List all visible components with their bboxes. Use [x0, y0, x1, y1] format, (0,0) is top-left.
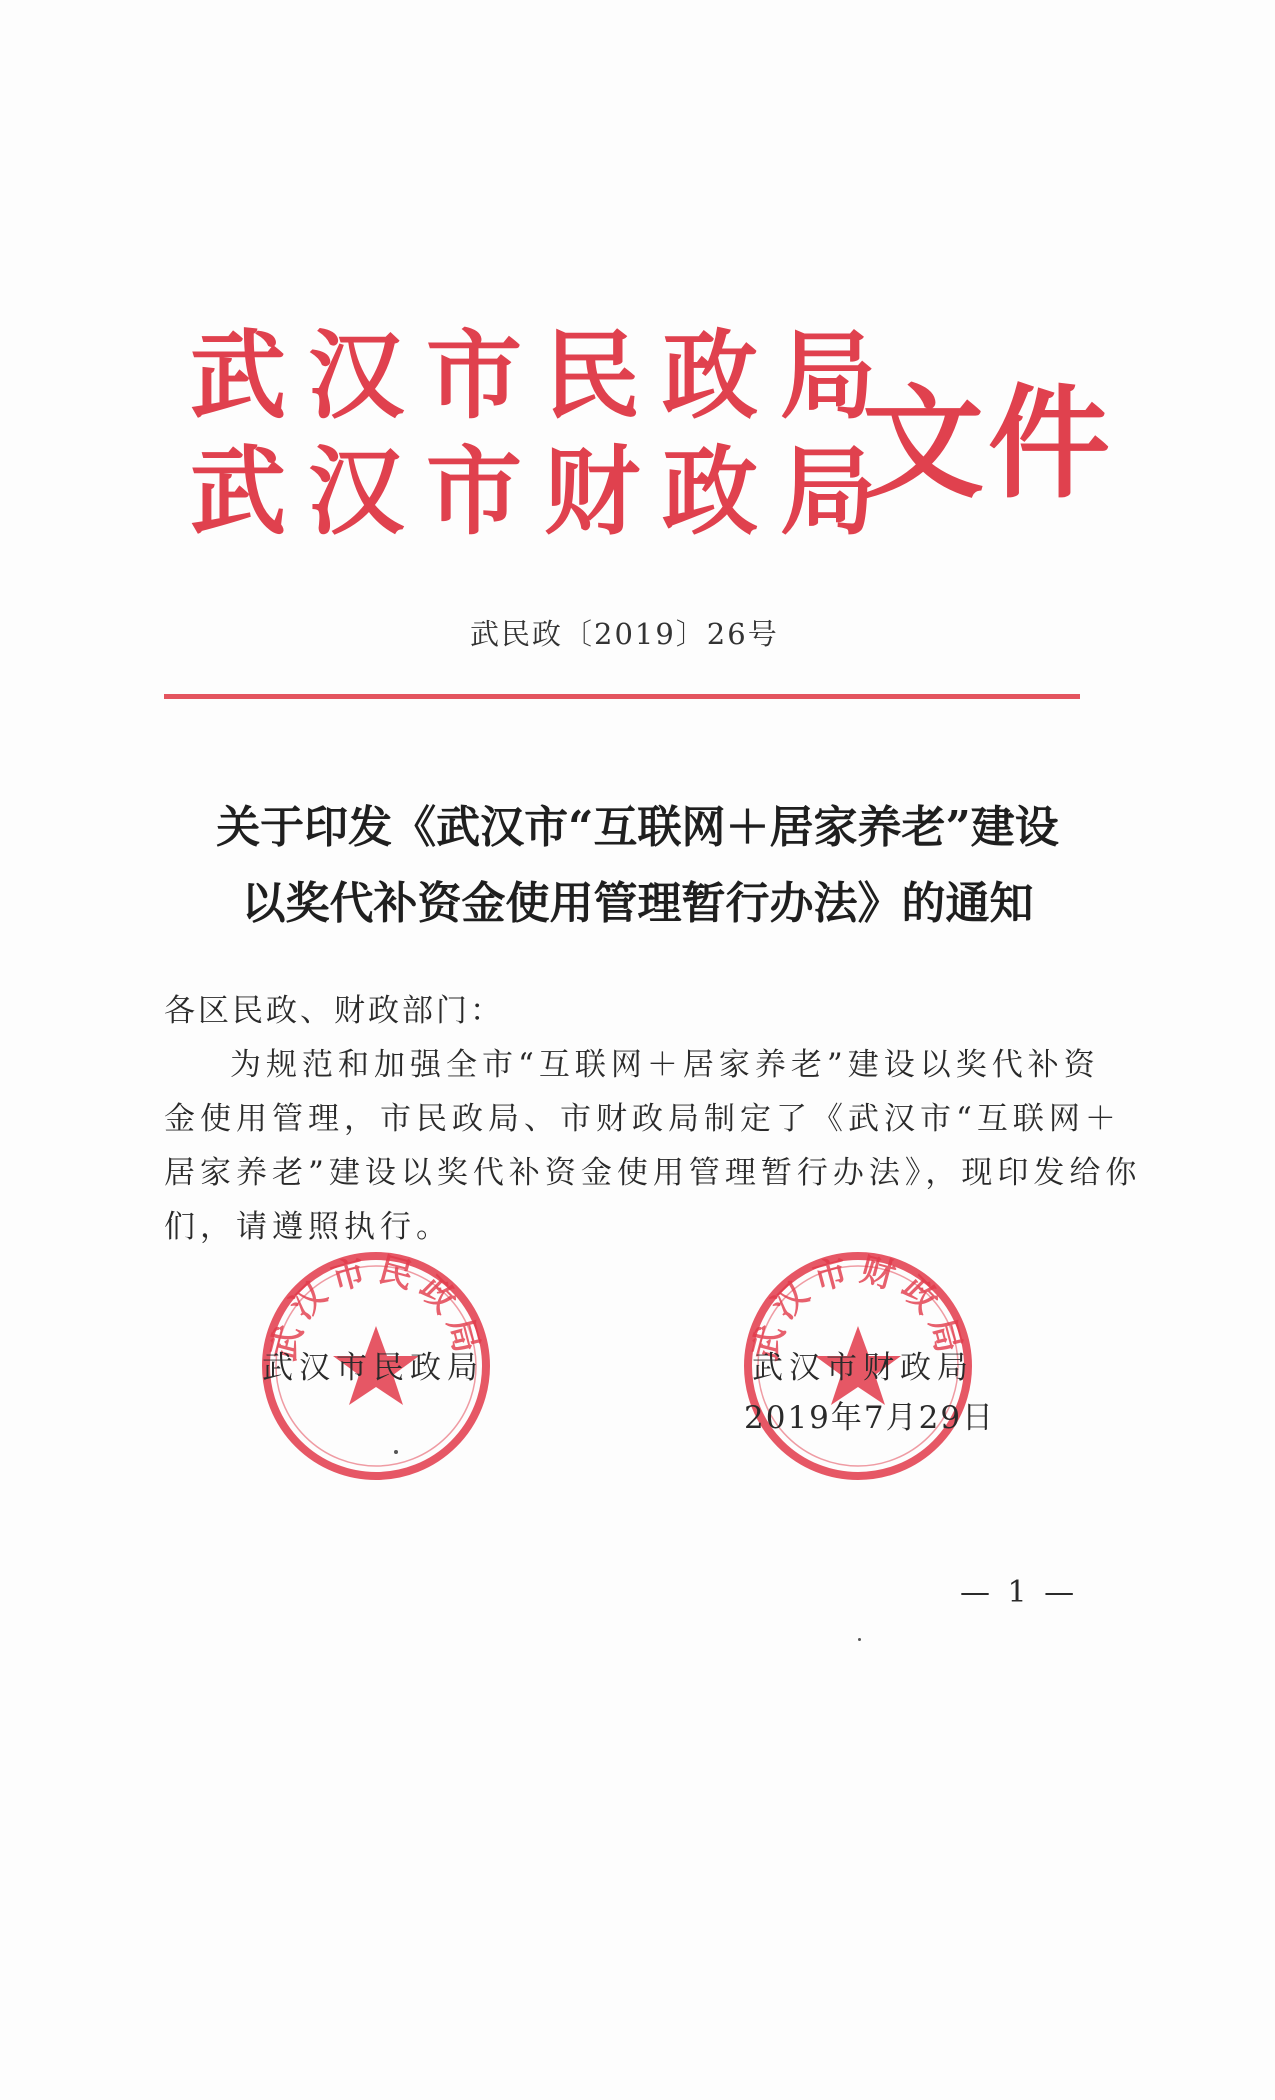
salutation: 各区民政、财政部门：	[164, 993, 504, 1029]
scan-speck	[394, 1450, 398, 1454]
document-word: 文件	[862, 371, 1114, 515]
page-number: — 1 —	[960, 1575, 1079, 1610]
issuer-names	[190, 318, 898, 550]
notice-title	[0, 790, 1275, 942]
signature-civil-affairs: 武汉市民政局	[262, 1350, 484, 1386]
body-paragraph	[164, 1038, 1142, 1254]
document-number: 武民政〔2019〕26号	[470, 617, 779, 651]
issuer-line-finance: 武汉市财政局	[190, 435, 898, 548]
signature-finance: 武汉市财政局	[752, 1350, 974, 1386]
body-line-4: 们，请遵照执行。	[164, 1209, 452, 1245]
body-line-2: 金使用管理，市民政局、市财政局制定了《武汉市“互联网＋	[164, 1101, 1121, 1137]
seal-1-text: 武汉市民政局	[263, 1249, 489, 1365]
issue-date: 2019年7月29日	[744, 1400, 996, 1436]
red-divider-line	[164, 694, 1080, 699]
body-line-3: 居家养老”建设以奖代补资金使用管理暂行办法》，现印发给你	[164, 1155, 1142, 1191]
issuer-line-civil-affairs: 武汉市民政局	[190, 319, 898, 432]
title-line-1: 关于印发《武汉市“互联网＋居家养老”建设	[216, 802, 1059, 853]
title-line-2: 以奖代补资金使用管理暂行办法》的通知	[241, 878, 1034, 929]
body-line-1: 为规范和加强全市“互联网＋居家养老”建设以奖代补资	[230, 1047, 1100, 1083]
scan-speck	[858, 1638, 861, 1641]
seal-2-text: 武汉市财政局	[745, 1249, 971, 1365]
